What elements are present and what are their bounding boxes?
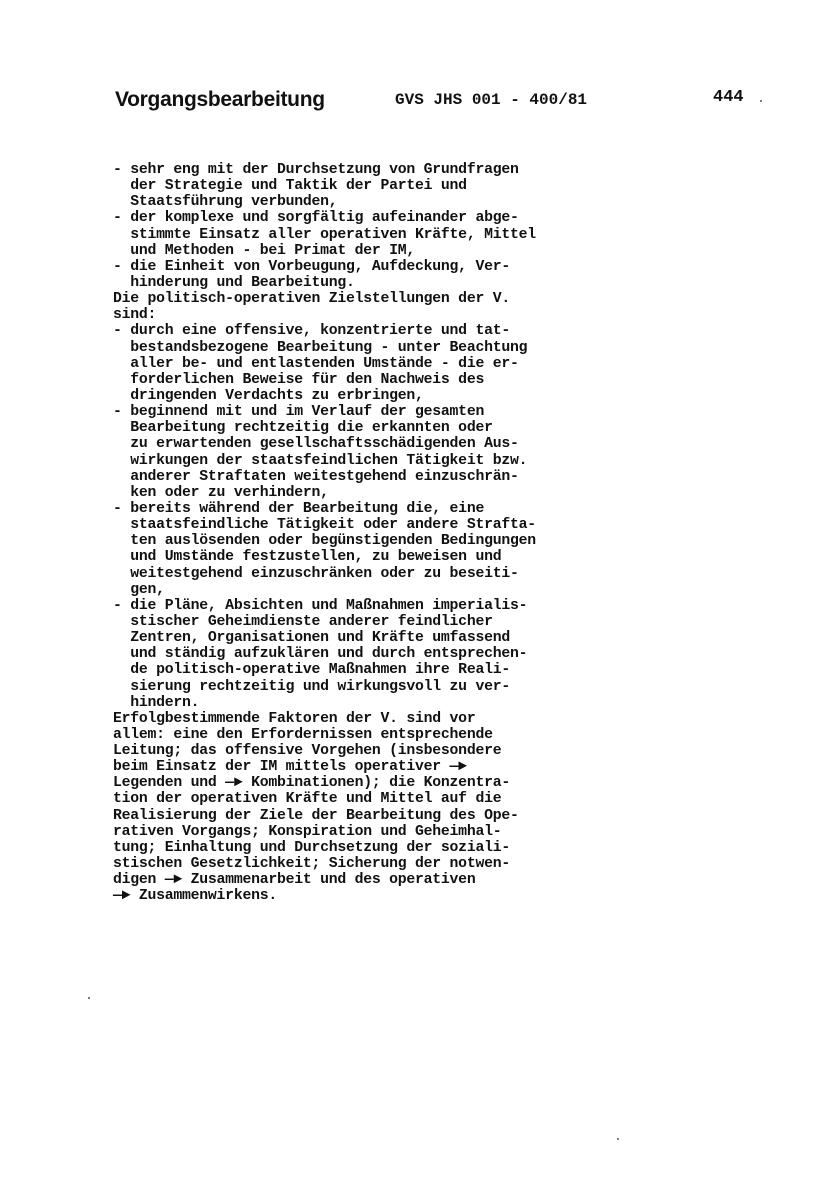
scan-speck — [88, 997, 90, 999]
scan-speck — [760, 100, 762, 102]
text-line: —► Zusammenwirkens. — [113, 888, 277, 905]
text-line: tung; Einhaltung und Durchsetzung der soziali- — [113, 839, 510, 856]
text-line: hindern. — [113, 694, 200, 711]
text-line: tion der operativen Kräfte und Mittel auf die — [113, 791, 502, 808]
text-line: - die Einheit von Vorbeugung, Aufdeckung, Ver- — [113, 258, 510, 275]
text-line: gen, — [113, 581, 165, 598]
text-line: weitestgehend einzuschränken oder zu beseiti- — [113, 565, 519, 582]
text-line: Die politisch-operativen Zielstellungen der V. — [113, 291, 510, 308]
page-header — [0, 88, 825, 118]
text-line: wirkungen der staatsfeindlichen Tätigkeit bzw. — [113, 452, 528, 469]
text-line: bestandsbezogene Bearbeitung - unter Beachtung — [113, 339, 528, 356]
text-line: stimmte Einsatz aller operativen Kräfte, Mittel — [113, 226, 536, 243]
text-line: staatsfeindliche Tätigkeit oder andere Strafta- — [113, 517, 536, 534]
text-line: rativen Vorgangs; Konspiration und Geheimhal- — [113, 823, 502, 840]
text-line: und Umstände festzustellen, zu beweisen und — [113, 549, 502, 566]
text-line: forderlichen Beweise für den Nachweis des — [113, 371, 485, 388]
text-line: - beginnend mit und im Verlauf der gesamten — [113, 404, 485, 421]
text-line: der Strategie und Taktik der Partei und — [113, 178, 467, 195]
text-line: ken oder zu verhindern, — [113, 484, 329, 501]
text-line: hinderung und Bearbeitung. — [113, 274, 355, 291]
text-line: - sehr eng mit der Durchsetzung von Grundfragen — [113, 162, 519, 178]
document-reference: GVS JHS 001 - 400/81 — [395, 91, 588, 109]
text-line: - durch eine offensive, konzentrierte und tat- — [113, 323, 510, 340]
text-line: sierung rechtzeitig und wirkungsvoll zu ver- — [113, 678, 510, 695]
text-line: dringenden Verdachts zu erbringen, — [113, 387, 424, 404]
page-number: 444 — [713, 88, 744, 107]
text-line: allem: eine den Erfordernissen entsprechende — [113, 726, 493, 743]
text-line: Leitung; das offensive Vorgehen (insbesondere — [113, 743, 502, 760]
text-line: digen —► Zusammenarbeit und des operativen — [113, 872, 476, 889]
text-line: - bereits während der Bearbeitung die, eine — [113, 500, 485, 517]
text-line: Staatsführung verbunden, — [113, 194, 338, 211]
text-line: stischen Gesetzlichkeit; Sicherung der notwen- — [113, 856, 510, 873]
text-line: Zentren, Organisationen und Kräfte umfassend — [113, 630, 510, 647]
text-line: beim Einsatz der IM mittels operativer —► — [113, 759, 467, 776]
text-line: Bearbeitung rechtzeitig die erkannten oder — [113, 420, 493, 437]
text-line: Erfolgbestimmende Faktoren der V. sind vor — [113, 710, 476, 727]
text-line: de politisch-operative Maßnahmen ihre Reali- — [113, 662, 510, 679]
text-line: aller be- und entlastenden Umstände - die er- — [113, 355, 519, 372]
scan-speck — [617, 1138, 619, 1140]
text-line: - der komplexe und sorgfältig aufeinander abge- — [113, 210, 519, 227]
text-line: Realisierung der Ziele der Bearbeitung des Ope- — [113, 807, 519, 824]
text-line: und ständig aufzuklären und durch entsprechen- — [113, 646, 528, 663]
body-text — [113, 162, 613, 904]
text-line: zu erwartenden gesellschaftsschädigenden Aus- — [113, 436, 519, 453]
text-line: stischer Geheimdienste anderer feindlicher — [113, 613, 493, 630]
text-line: ten auslösenden oder begünstigenden Bedingungen — [113, 533, 536, 550]
section-title: Vorgangsbearbeitung — [115, 88, 325, 111]
text-line: anderer Straftaten weitestgehend einzuschrän- — [113, 468, 519, 485]
text-line: und Methoden - bei Primat der IM, — [113, 242, 416, 259]
text-line: Legenden und —► Kombinationen); die Konzentra- — [113, 775, 510, 792]
text-line: - die Pläne, Absichten und Maßnahmen imperialis- — [113, 597, 528, 614]
text-line: sind: — [113, 307, 157, 324]
